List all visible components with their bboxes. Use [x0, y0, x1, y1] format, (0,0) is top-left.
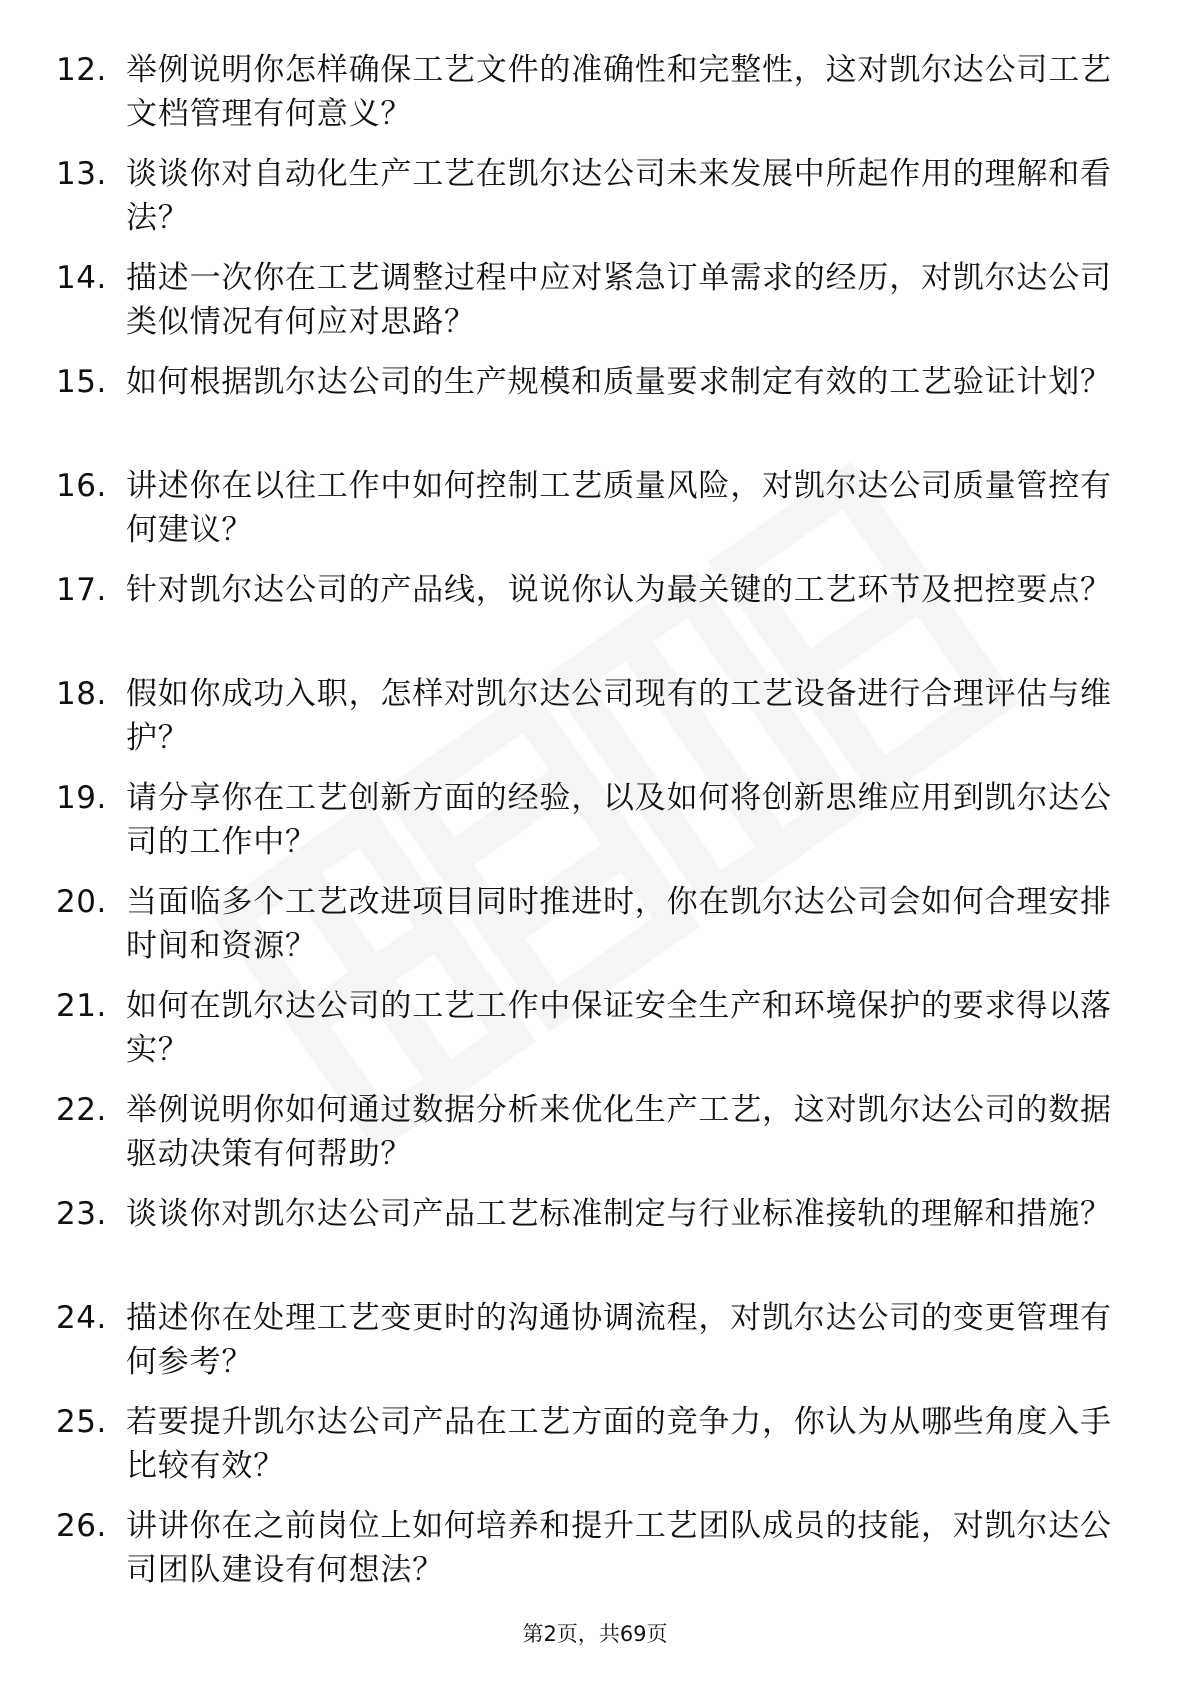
question-text: 举例说明你怎样确保工艺文件的准确性和完整性，这对凯尔达公司工艺文档管理有何意义？ [126, 52, 1112, 132]
question-number: 20. [56, 884, 107, 920]
question-item [0, 984, 1190, 1088]
question-item [0, 1192, 1190, 1296]
question-number: 14. [56, 260, 107, 296]
question-item [0, 1088, 1190, 1192]
question-item [0, 672, 1190, 776]
question-number: 13. [56, 156, 107, 192]
question-text: 请分享你在工艺创新方面的经验，以及如何将创新思维应用到凯尔达公司的工作中？ [126, 780, 1112, 860]
question-item [0, 568, 1190, 672]
question-item [0, 776, 1190, 880]
question-number: 19. [56, 780, 107, 816]
page-number-label: 第2页，共69页 [522, 1622, 668, 1646]
question-number: 17. [56, 572, 107, 608]
question-text: 针对凯尔达公司的产品线，说说你认为最关键的工艺环节及把控要点？ [126, 572, 1112, 608]
question-number: 16. [56, 468, 107, 504]
question-number: 26. [56, 1508, 107, 1544]
question-item [0, 360, 1190, 464]
question-text: 描述你在处理工艺变更时的沟通协调流程，对凯尔达公司的变更管理有何参考？ [126, 1300, 1112, 1380]
question-item [0, 256, 1190, 360]
question-text: 举例说明你如何通过数据分析来优化生产工艺，这对凯尔达公司的数据驱动决策有何帮助？ [126, 1092, 1112, 1172]
question-item [0, 48, 1190, 152]
question-number: 23. [56, 1196, 107, 1232]
question-text: 当面临多个工艺改进项目同时推进时，你在凯尔达公司会如何合理安排时间和资源？ [126, 884, 1112, 964]
question-text: 如何在凯尔达公司的工艺工作中保证安全生产和环境保护的要求得以落实？ [126, 988, 1112, 1068]
question-item [0, 880, 1190, 984]
question-list [0, 48, 1190, 1608]
question-number: 22. [56, 1092, 107, 1128]
question-number: 21. [56, 988, 107, 1024]
question-item [0, 1504, 1190, 1608]
question-text: 描述一次你在工艺调整过程中应对紧急订单需求的经历，对凯尔达公司类似情况有何应对思路？ [126, 260, 1112, 340]
page-footer [0, 1620, 1190, 1648]
question-text: 若要提升凯尔达公司产品在工艺方面的竞争力，你认为从哪些角度入手比较有效？ [126, 1404, 1112, 1484]
question-item [0, 464, 1190, 568]
question-text: 谈谈你对自动化生产工艺在凯尔达公司未来发展中所起作用的理解和看法？ [126, 156, 1112, 236]
question-number: 15. [56, 364, 107, 400]
question-text: 讲述你在以往工作中如何控制工艺质量风险，对凯尔达公司质量管控有何建议？ [126, 468, 1112, 548]
question-text: 谈谈你对凯尔达公司产品工艺标准制定与行业标准接轨的理解和措施？ [126, 1196, 1112, 1232]
question-number: 18. [56, 676, 107, 712]
question-item [0, 1400, 1190, 1504]
question-text: 如何根据凯尔达公司的生产规模和质量要求制定有效的工艺验证计划？ [126, 364, 1112, 400]
question-item [0, 152, 1190, 256]
question-item [0, 1296, 1190, 1400]
question-number: 25. [56, 1404, 107, 1440]
question-number: 24. [56, 1300, 107, 1336]
question-text: 假如你成功入职，怎样对凯尔达公司现有的工艺设备进行合理评估与维护？ [126, 676, 1112, 756]
question-number: 12. [56, 52, 107, 88]
question-text: 讲讲你在之前岗位上如何培养和提升工艺团队成员的技能，对凯尔达公司团队建设有何想法？ [126, 1508, 1112, 1588]
